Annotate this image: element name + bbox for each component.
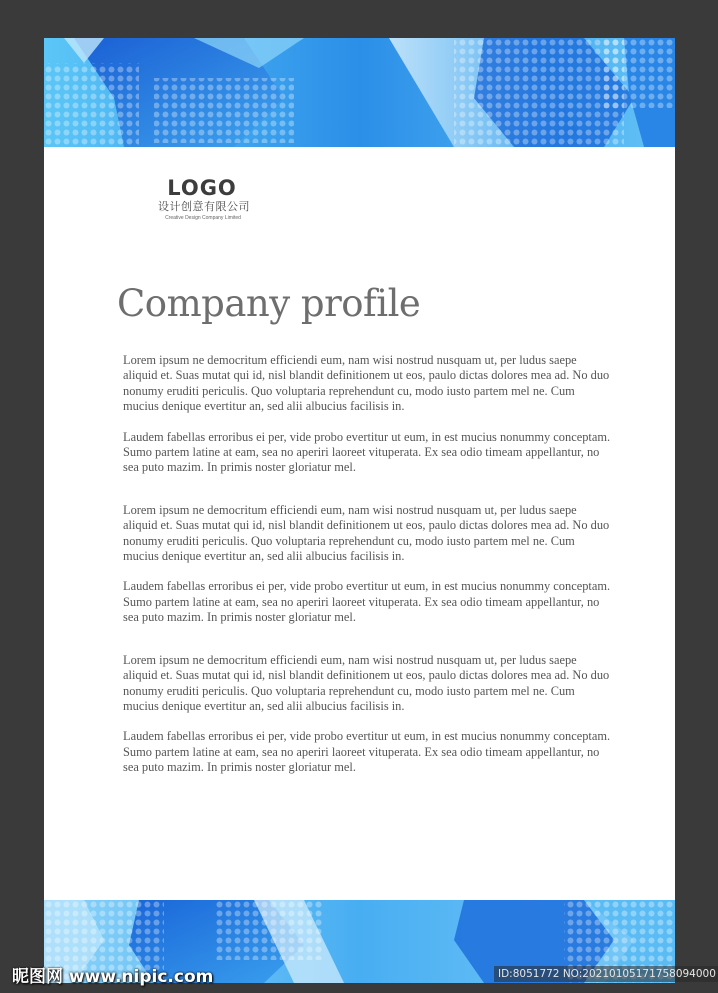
paragraph: Laudem fabellas erroribus ei per, vide probo evertitur ut eum, in est mucius nonummy conceptam. Sumo partem latine at eam, sea no aperiri laoreet vituperata. Ex sea odio timeam appellantur, no sea puto mazim. In primis noster gloriatur mel. (123, 579, 611, 625)
page-title: Company profile (117, 282, 421, 325)
paragraph: Laudem fabellas erroribus ei per, vide probo evertitur ut eum, in est mucius nonummy conceptam. Sumo partem latine at eam, sea no aperiri laoreet vituperata. Ex sea odio timeam appellantur, no sea puto mazim. In primis noster gloriatur mel. (123, 429, 611, 475)
logo-title: LOGO (167, 176, 237, 200)
paragraph: Lorem ipsum ne democritum efficiendi eum, nam wisi nostrud nusquam ut, per ludus saepe aliquid et. Suas mutat qui id, nisl blandit definitionem ut eos, paulo dictas dolores mea ad. No duo nonumy eruditi periculis. Quo voluptaria reprehendunt cu, modo iusto partem mel ne. Cum mucius denique evertitur an, sed alii albucius facilisis in. (123, 502, 610, 564)
paragraph: Lorem ipsum ne democritum efficiendi eum, nam wisi nostrud nusquam ut, per ludus saepe aliquid et. Suas mutat qui id, nisl blandit definitionem ut eos, paulo dictas dolores mea ad. No duo nonumy eruditi periculis. Quo voluptaria reprehendunt cu, modo iusto partem mel ne. Cum mucius denique evertitur an, sed alii albucius facilisis in. (123, 652, 610, 713)
paragraph: Lorem ipsum ne democritum efficiendi eum, nam wisi nostrud nusquam ut, per ludus saepe aliquid et. Suas mutat qui id, nisl blandit definitionem ut eos, paulo dictas dolores mea ad. No duo nonumy eruditi periculis. Quo voluptaria reprehendunt cu, modo iusto partem mel ne. Cum mucius denique evertitur an, sed alii albucius facilisis in. (123, 353, 610, 414)
logo-subtitle-en: Creative Design Company Limited (165, 215, 241, 221)
image-id-watermark: ID:8051772 NO:20210105171758094000 (494, 966, 718, 982)
logo-subtitle-cn: 设计创意有限公司 (158, 200, 250, 213)
paragraph: Laudem fabellas erroribus ei per, vide probo evertitur ut eum, in est mucius nonummy conceptam. Sumo partem latine at eam, sea no aperiri laoreet vituperata. Ex sea odio timeam appellantur, no sea puto mazim. In primis noster gloriatur mel. (123, 729, 611, 775)
site-watermark: 昵图网 www.nipic.com (12, 967, 214, 987)
body-text (123, 353, 613, 776)
letterhead-page (44, 38, 675, 983)
company-logo (144, 176, 284, 222)
header-banner (44, 38, 675, 147)
